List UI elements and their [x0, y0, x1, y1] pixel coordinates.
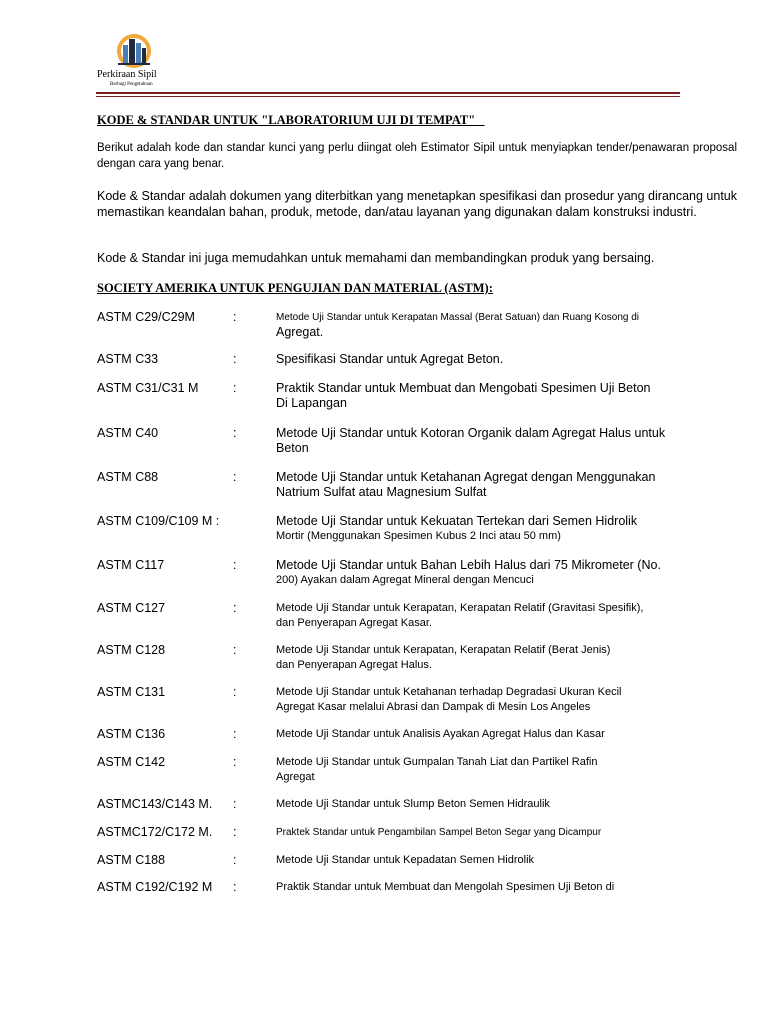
standard-description — [276, 825, 696, 840]
description-line-1: Metode Uji Standar untuk Gumpalan Tanah Liat dan Partikel Rafin — [276, 756, 598, 768]
standard-separator: : — [233, 426, 237, 440]
standard-description — [276, 643, 696, 673]
standard-description — [276, 853, 696, 868]
description-line-2: Agregat. — [276, 325, 324, 339]
description-line-1: Metode Uji Standar untuk Slump Beton Semen Hidraulik — [276, 798, 550, 810]
description-line-1: Spesifikasi Standar untuk Agregat Beton. — [276, 352, 504, 366]
standard-description — [276, 558, 696, 588]
standard-description — [276, 797, 696, 812]
standard-code: ASTM C128 — [97, 643, 166, 657]
standard-description — [276, 514, 696, 544]
description-line-1: Metode Uji Standar untuk Bahan Lebih Halus dari 75 Mikrometer (No. — [276, 558, 661, 572]
intro-paragraph: Berikut adalah kode dan standar kunci yang perlu diingat oleh Estimator Sipil untuk menyiapkan tender/penawaran proposal dengan cara yang benar. — [97, 142, 737, 170]
standard-code: ASTM C40 — [97, 426, 159, 440]
standard-description — [276, 352, 696, 367]
description-line-2: dan Penyerapan Agregat Kasar. — [276, 617, 432, 629]
standard-code: ASTMC172/C172 M. — [97, 825, 213, 839]
standard-separator: : — [233, 558, 237, 572]
standard-description — [276, 426, 696, 456]
logo-tagline: Berbagi Pengetahuan — [110, 82, 153, 87]
standard-code: ASTM C29/C29M — [97, 310, 195, 324]
description-line-2: Natrium Sulfat atau Magnesium Sulfat — [276, 485, 487, 499]
standard-separator: : — [233, 880, 237, 894]
description-line-2: Agregat — [276, 771, 315, 783]
standard-code: ASTM C88 — [97, 470, 159, 484]
description-line-1: Metode Uji Standar untuk Analisis Ayakan Agregat Halus dan Kasar — [276, 728, 605, 740]
description-line-1: Metode Uji Standar untuk Kekuatan Tertekan dari Semen Hidrolik — [276, 514, 638, 528]
standard-separator: : — [233, 685, 237, 699]
standard-description — [276, 470, 696, 500]
standard-description — [276, 310, 696, 340]
standard-description — [276, 880, 696, 895]
standard-code: ASTM C192/C192 M — [97, 880, 213, 894]
standard-code: ASTM C33 — [97, 352, 159, 366]
standard-code: ASTM C109/C109 M : — [97, 514, 220, 528]
standard-separator: : — [233, 601, 237, 615]
standard-code: ASTM C117 — [97, 558, 165, 572]
standard-code: ASTM C136 — [97, 727, 166, 741]
standard-description — [276, 755, 696, 785]
standard-separator: : — [233, 352, 237, 366]
description-line-1: Praktik Standar untuk Membuat dan Mengobati Spesimen Uji Beton — [276, 381, 651, 395]
page-title: KODE & STANDAR UNTUK "LABORATORIUM UJI DI TEMPAT" — [97, 113, 485, 127]
description-line-2: Mortir (Menggunakan Spesimen Kubus 2 Inci atau 50 mm) — [276, 530, 561, 542]
description-line-1: Metode Uji Standar untuk Kepadatan Semen Hidrolik — [276, 854, 535, 866]
standard-separator: : — [233, 470, 237, 484]
standard-code: ASTMC143/C143 M. — [97, 797, 213, 811]
standard-description — [276, 685, 696, 715]
standard-description — [276, 601, 696, 631]
standard-code: ASTM C142 — [97, 755, 166, 769]
description-line-2: Agregat Kasar melalui Abrasi dan Dampak di Mesin Los Angeles — [276, 701, 591, 713]
logo-name: Perkiraan Sipil — [97, 69, 157, 80]
standard-description — [276, 381, 696, 411]
standard-separator: : — [233, 755, 237, 769]
section-heading-astm: SOCIETY AMERIKA UNTUK PENGUJIAN DAN MATERIAL (ASTM): — [97, 281, 493, 295]
comparison-paragraph: Kode & Standar ini juga memudahkan untuk memahami dan membandingkan produk yang bersaing. — [97, 251, 655, 265]
description-line-1: Metode Uji Standar untuk Kerapatan Massal (Berat Satuan) dan Ruang Kosong di — [276, 312, 639, 323]
definition-paragraph: Kode & Standar adalah dokumen yang diterbitkan yang menetapkan spesifikasi dan prosedur yang dirancang untuk memastikan keandalan bahan, produk, metode, dan/atau layanan yang digunakan dalam konstruksi industri. — [97, 189, 738, 219]
description-line-1: Praktik Standar untuk Membuat dan Mengolah Spesimen Uji Beton di — [276, 881, 615, 893]
standard-separator: : — [233, 643, 237, 657]
header-rule-thick — [96, 92, 680, 94]
description-line-2: Di Lapangan — [276, 396, 347, 410]
description-line-2: dan Penyerapan Agregat Halus. — [276, 659, 432, 671]
description-line-1: Metode Uji Standar untuk Ketahanan Agregat dengan Menggunakan — [276, 470, 656, 484]
standard-separator: : — [233, 853, 237, 867]
standard-code: ASTM C127 — [97, 601, 166, 615]
standard-separator: : — [233, 797, 237, 811]
standard-separator: : — [233, 310, 237, 324]
description-line-1: Metode Uji Standar untuk Kerapatan, Kerapatan Relatif (Berat Jenis) — [276, 644, 611, 656]
standard-separator: : — [233, 381, 237, 395]
standard-description — [276, 727, 696, 742]
description-line-2: Beton — [276, 441, 309, 455]
standard-separator: : — [233, 825, 237, 839]
description-line-1: Metode Uji Standar untuk Ketahanan terhadap Degradasi Ukuran Kecil — [276, 686, 622, 698]
description-line-2: 200) Ayakan dalam Agregat Mineral dengan Mencuci — [276, 574, 534, 586]
standard-code: ASTM C131 — [97, 685, 166, 699]
standard-separator: : — [233, 727, 237, 741]
description-line-1: Metode Uji Standar untuk Kerapatan, Kerapatan Relatif (Gravitasi Spesifik), — [276, 602, 644, 614]
description-line-1: Praktek Standar untuk Pengambilan Sampel Beton Segar yang Dicampur — [276, 827, 602, 838]
standard-code: ASTM C188 — [97, 853, 166, 867]
description-line-1: Metode Uji Standar untuk Kotoran Organik dalam Agregat Halus untuk — [276, 426, 666, 440]
header-rule-thin — [96, 96, 680, 97]
standard-code: ASTM C31/C31 M — [97, 381, 199, 395]
